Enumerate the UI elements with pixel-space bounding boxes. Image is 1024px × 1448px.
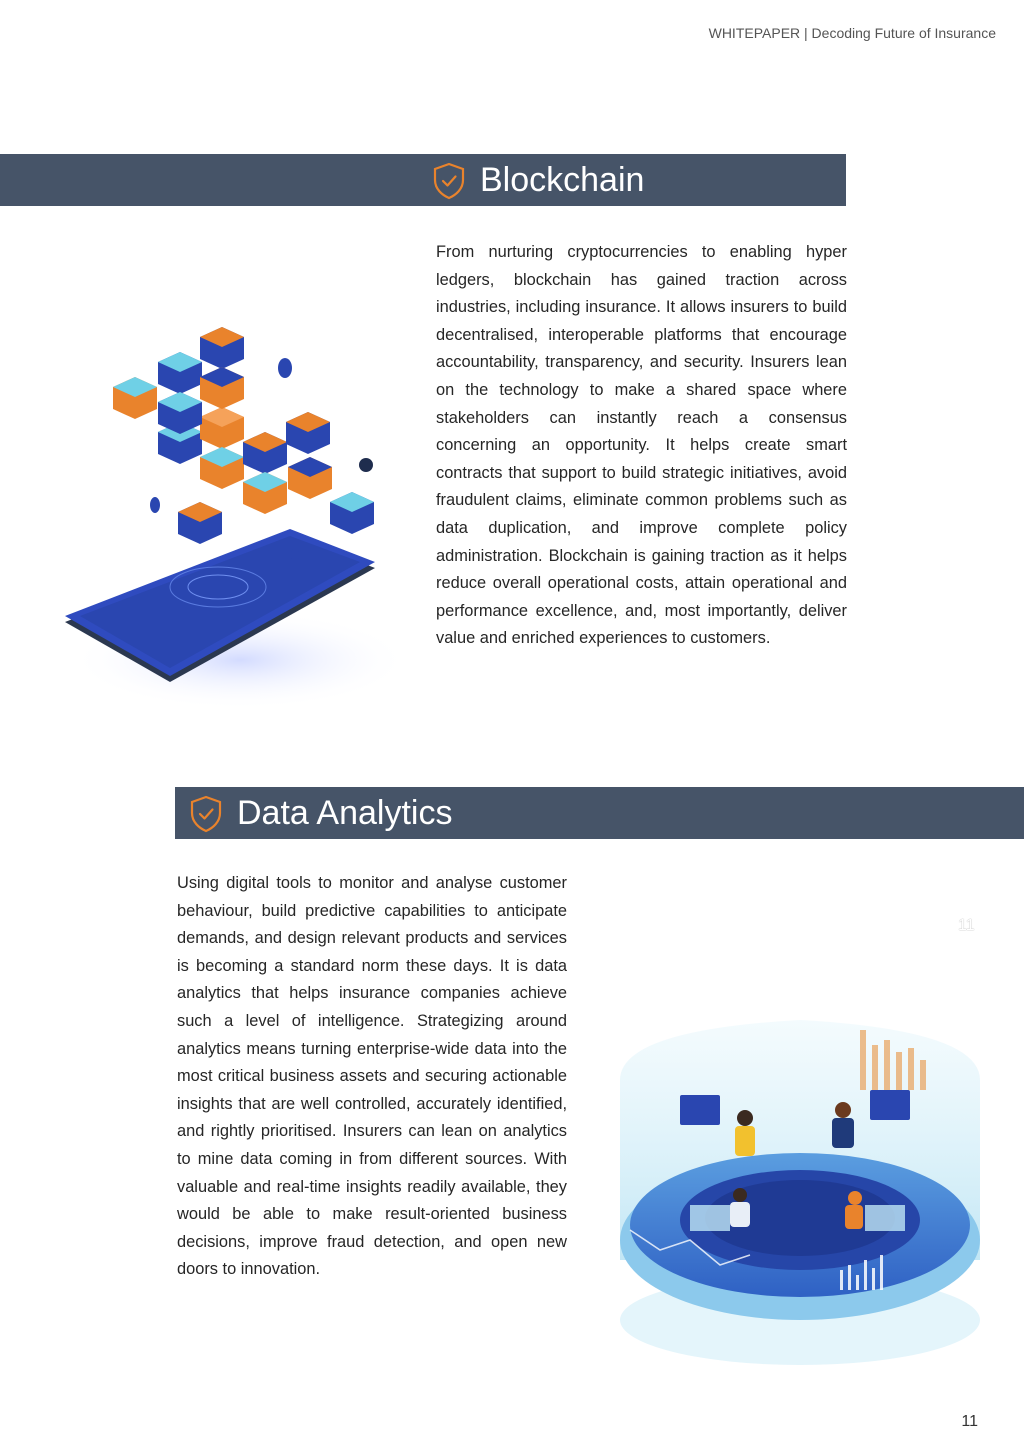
section-body-blockchain: From nurturing cryptocurrencies to enabling hyper ledgers, blockchain has gained traction across industries, including insurance. It allows insurers to build decentralised, interoperable platforms that encourage accountability, transparency, and security. Insurers lean on the technology to make a shared space where stakeholders can instantly reach a consensus concerning an opportunity. It helps create smart contracts that support to build strategic initiatives, avoid fraudulent claims, eliminate common problems such as data duplication, and improve complete policy administration. Blockchain is gaining traction as it helps reduce overall operational costs, attain operational and performance excellence, and, most importantly, deliver value and enriched experiences to customers. — [436, 243, 847, 648]
ghost-page-number: 11 — [958, 917, 975, 934]
shield-check-icon — [189, 795, 223, 833]
blockchain-phone-illustration — [40, 300, 420, 720]
running-header: WHITEPAPER | Decoding Future of Insurance — [708, 25, 996, 41]
page-number: 11 — [961, 1413, 978, 1430]
section-band-blockchain — [0, 154, 846, 206]
section-title: Blockchain — [480, 161, 645, 199]
section-band-data-analytics — [175, 787, 1024, 839]
data-analytics-illustration — [600, 990, 1000, 1370]
section-body-data-analytics: Using digital tools to monitor and analyse customer behaviour, build predictive capabilities to anticipate demands, and design relevant products and services is becoming a standard norm these days. It is data analytics that helps insurance companies achieve such a level of intelligence. Strategizing around analytics means turning enterprise-wide data into the most critical business assets and securing actionable insights that are well controlled, accurately identified, and rightly prioritised. Insurers can lean on analytics to mine data coming in from different sources. With valuable and real-time insights readily available, they would be able to make result-oriented business decisions, improve fraud detection, and open new doors to innovation. — [177, 874, 567, 1279]
section-title: Data Analytics — [237, 794, 453, 832]
shield-check-icon — [432, 162, 466, 200]
